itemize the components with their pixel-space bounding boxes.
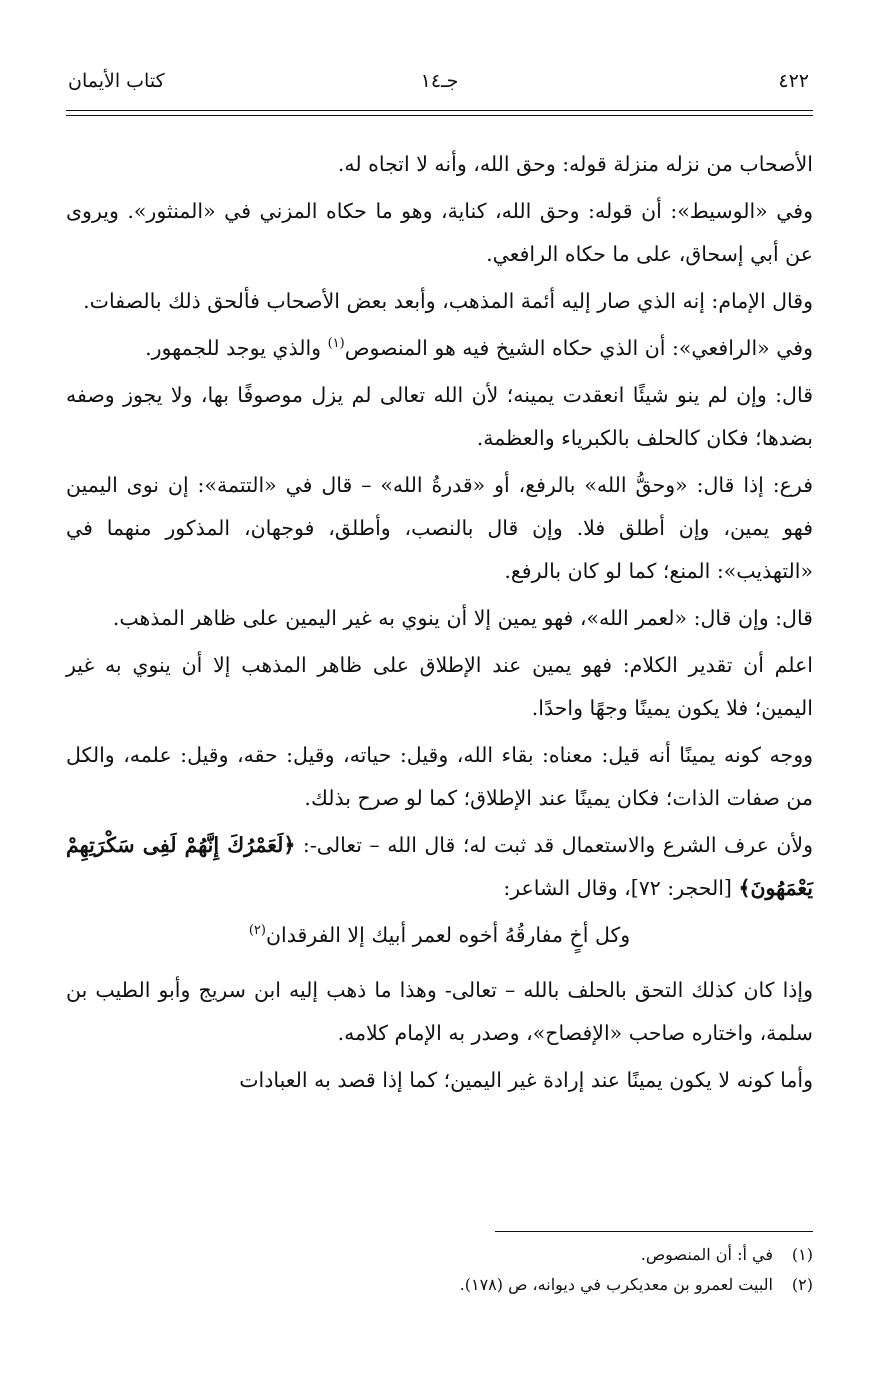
footnotes	[113, 1240, 813, 1300]
footnote-separator	[495, 1231, 813, 1232]
paragraph-text: [الحجر: ٧٢]، وقال الشاعر:	[503, 876, 739, 900]
paragraph	[66, 280, 813, 323]
quran-verse: ﴿لَعَمْرُكَ إِنَّهُمْ لَفِى سَكْرَتِهِمْ يَعْمَهُونَ﴾	[66, 833, 813, 900]
paragraph-text: وإذا كان كذلك التحق بالحلف بالله – تعالى- وهذا ما ذهب إليه ابن سريج وأبو الطيب بن سلمة، واختاره صاحب «الإفصاح»، وصدر به الإمام كلامه.	[66, 978, 813, 1045]
footnote-marker: (٢)	[248, 923, 266, 939]
running-header	[66, 62, 813, 112]
paragraph-text: وفي «الرافعي»: أن الذي حكاه الشيخ فيه هو المنصوص	[344, 336, 813, 360]
paragraph-text: اعلم أن تقدير الكلام: فهو يمين عند الإطلاق على ظاهر المذهب إلا أن ينوي به غير اليمين؛ فلا يكون يمينًا وجهًا واحدًا.	[66, 653, 813, 720]
poetry-verse	[66, 914, 813, 957]
footnote-text: في أ: أن المنصوص.	[640, 1245, 773, 1264]
paragraph-text: ووجه كونه يمينًا أنه قيل: معناه: بقاء الله، وقيل: حياته، وقيل: حقه، وقيل: علمه، والكل من صفات الذات؛ فكان يمينًا عند الإطلاق؛ كما لو صرح بذلك.	[66, 743, 813, 810]
paragraph-text: قال: وإن لم ينو شيئًا انعقدت يمينه؛ لأن الله تعالى لم يزل موصوفًا بها، ولا يجوز وصفه بضدها؛ فكان كالحلف بالكبرياء والعظمة.	[66, 383, 813, 450]
paragraph-text: ولأن عرف الشرع والاستعمال قد ثبت له؛ قال الله – تعالى-:	[295, 833, 813, 857]
footnote	[113, 1240, 813, 1270]
paragraph	[66, 734, 813, 820]
header-rule-double	[66, 115, 813, 116]
page-number: ٤٢٢	[778, 70, 809, 92]
paragraph	[66, 1059, 813, 1102]
paragraph	[66, 824, 813, 910]
book-title: كتاب الأيمان	[68, 70, 165, 92]
footnote-text: البيت لعمرو بن معديكرب في ديوانه، ص (١٧٨).	[459, 1275, 773, 1294]
verse-text: وكل أخٍ مفارقُهُ أخوه لعمر أبيك إلا الفرقدان	[265, 923, 631, 947]
paragraph-text: وأما كونه لا يكون يمينًا عند إرادة غير اليمين؛ كما إذا قصد به العبادات	[239, 1068, 813, 1092]
paragraph	[66, 143, 813, 186]
paragraph	[66, 327, 813, 370]
paragraph	[66, 374, 813, 460]
volume-label: جـ١٤	[420, 70, 459, 92]
paragraph	[66, 190, 813, 276]
paragraph-text: قال: وإن قال: «لعمر الله»، فهو يمين إلا أن ينوي به غير اليمين على ظاهر المذهب.	[112, 606, 813, 630]
paragraph	[66, 464, 813, 593]
paragraph-text: فرع: إذا قال: «وحقُّ الله» بالرفع، أو «قدرةُ الله» – قال في «التتمة»: إن نوى اليمين فهو يمين، وإن أطلق فلا. وإن قال بالنصب، وأطلق، فوجهان، المذكور منهما في «التهذيب»: المنع؛ كما لو كان بالرفع.	[66, 473, 813, 583]
footnote-number: (١)	[791, 1245, 813, 1264]
main-text	[66, 143, 813, 1106]
paragraph-text: الأصحاب من نزله منزلة قوله: وحق الله، وأنه لا اتجاه له.	[337, 152, 813, 176]
paragraph-text: وقال الإمام: إنه الذي صار إليه أئمة المذهب، وأبعد بعض الأصحاب فألحق ذلك بالصفات.	[83, 289, 813, 313]
paragraph-text: والذي يوجد للجمهور.	[145, 336, 328, 360]
footnote-marker: (١)	[327, 336, 345, 352]
footnote	[113, 1270, 813, 1300]
footnote-number: (٢)	[791, 1275, 813, 1294]
paragraph-text: وفي «الوسيط»: أن قوله: وحق الله، كناية، وهو ما حكاه المزني في «المنثور». ويروى عن أبي إسحاق، على ما حكاه الرافعي.	[66, 199, 813, 266]
paragraph	[66, 969, 813, 1055]
paragraph	[66, 597, 813, 640]
paragraph	[66, 644, 813, 730]
header-rule	[66, 110, 813, 111]
